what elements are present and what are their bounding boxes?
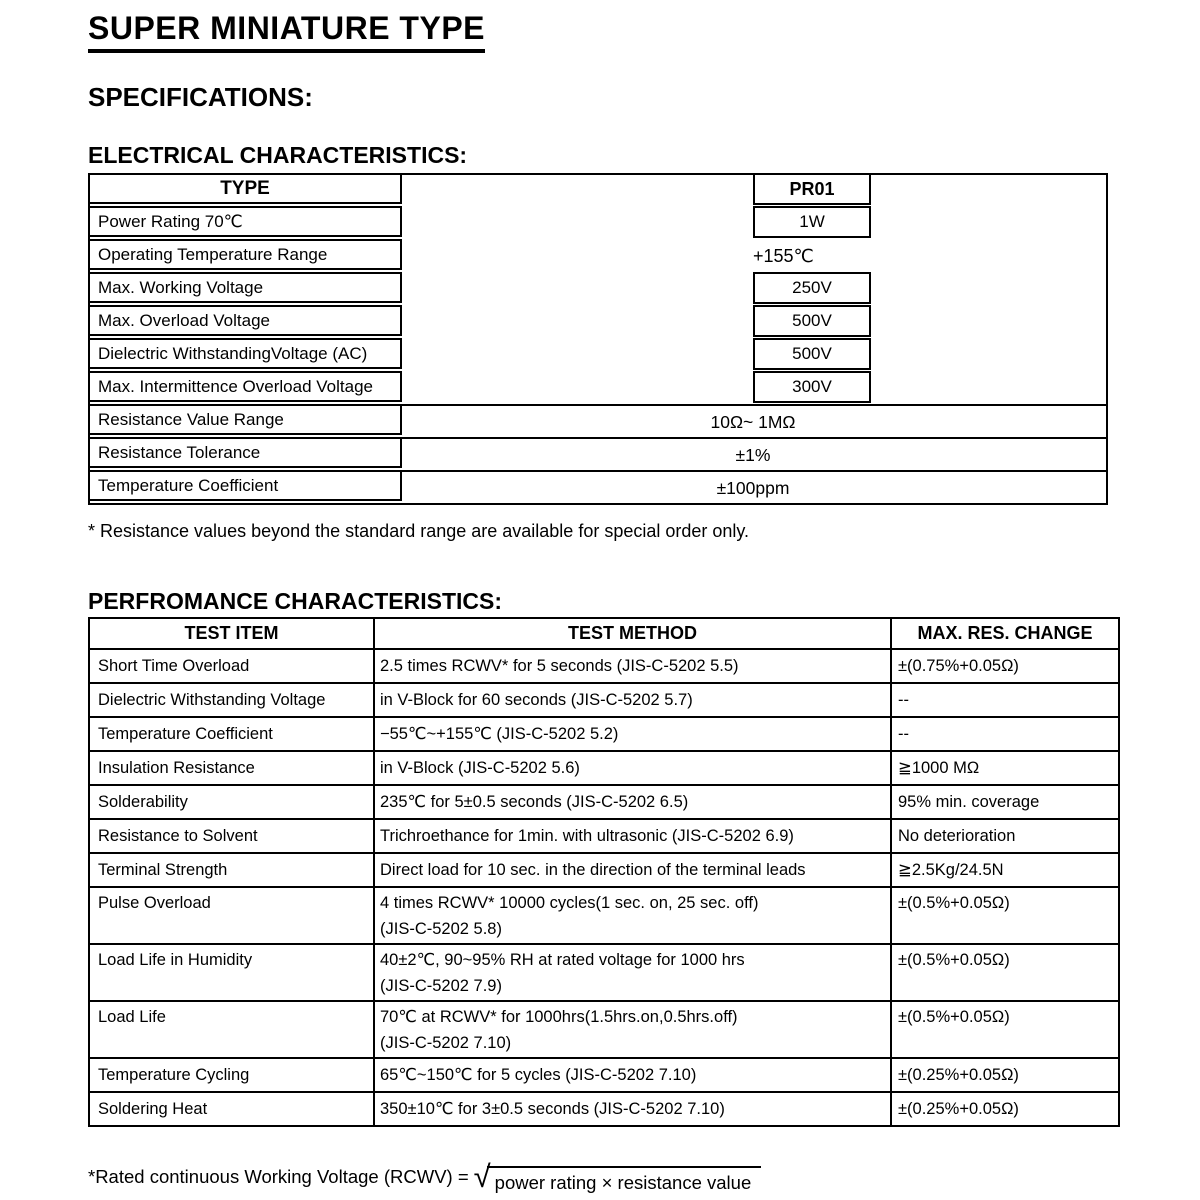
perf-item-cell: Load Life in Humidity (89, 944, 374, 1001)
table-row (89, 819, 1119, 853)
perf-change-cell: ±(0.5%+0.05Ω) (891, 887, 1119, 944)
elec-label-cell: Temperature Coefficient (88, 470, 402, 501)
perf-change-cell: 95% min. coverage (891, 785, 1119, 819)
elec-value-span: ±1% (735, 445, 771, 465)
perf-item-cell: Short Time Overload (89, 649, 374, 683)
perf-item-cell: Solderability (89, 785, 374, 819)
perf-item-cell: Temperature Cycling (89, 1058, 374, 1092)
formula-prefix: *Rated continuous Working Voltage (RCWV) = (88, 1166, 469, 1187)
col-header-test-item: TEST ITEM (89, 618, 374, 649)
perf-method-cell (374, 887, 891, 944)
perf-item-cell: Load Life (89, 1001, 374, 1058)
elec-value-span: 10Ω~ 1MΩ (710, 412, 796, 432)
electrical-characteristics-heading: ELECTRICAL CHARACTERISTICS: (88, 142, 468, 168)
elec-label-cell: Resistance Value Range (88, 404, 402, 435)
perf-method-cell: in V-Block for 60 seconds (JIS-C-5202 5.7) (374, 683, 891, 717)
elec-label-cell: Max. Overload Voltage (88, 305, 402, 336)
elec-value-free: +155℃ (753, 246, 814, 266)
elec-label-cell: Max. Intermittence Overload Voltage (88, 371, 402, 402)
perf-method-cell (374, 1001, 891, 1058)
col-header-test-method: TEST METHOD (374, 618, 891, 649)
perf-change-cell: -- (891, 717, 1119, 751)
table-row (89, 944, 1119, 1001)
rcwv-formula (88, 1159, 761, 1194)
elec-label-cell: Dielectric WithstandingVoltage (AC) (88, 338, 402, 369)
elec-label-cell: Resistance Tolerance (88, 437, 402, 468)
model-header-cell: PR01 (753, 173, 871, 205)
table-row (89, 785, 1119, 819)
square-root-symbol: √ (473, 1159, 491, 1194)
perf-change-cell: ±(0.5%+0.05Ω) (891, 1001, 1119, 1058)
perf-method-cell: 235℃ for 5±0.5 seconds (JIS-C-5202 6.5) (374, 785, 891, 819)
method-line: (JIS-C-5202 7.10) (380, 1034, 512, 1052)
perf-method-cell: Trichroethance for 1min. with ultrasonic (JIS-C-5202 6.9) (374, 819, 891, 853)
perf-method-cell: −55℃~+155℃ (JIS-C-5202 5.2) (374, 717, 891, 751)
table-row (89, 751, 1119, 785)
perf-change-cell: ±(0.25%+0.05Ω) (891, 1058, 1119, 1092)
formula-expression: power rating × resistance value (487, 1166, 762, 1194)
electrical-characteristics-table (88, 173, 1108, 505)
method-line: 40±2℃, 90~95% RH at rated voltage for 1000 hrs (380, 951, 745, 969)
table-row (89, 683, 1119, 717)
header-row (89, 618, 1119, 649)
perf-method-cell: in V-Block (JIS-C-5202 5.6) (374, 751, 891, 785)
table-row (89, 717, 1119, 751)
elec-value-span: ±100ppm (716, 478, 790, 498)
performance-characteristics-table (88, 617, 1120, 1127)
perf-method-cell (374, 944, 891, 1001)
method-line: 70℃ at RCWV* for 1000hrs(1.5hrs.on,0.5hrs.off) (380, 1008, 738, 1026)
perf-item-cell: Terminal Strength (89, 853, 374, 887)
perf-method-cell: Direct load for 10 sec. in the direction of the terminal leads (374, 853, 891, 887)
page-title: SUPER MINIATURE TYPE (88, 10, 485, 53)
elec-value-box: 250V (753, 272, 871, 304)
table-row (89, 853, 1119, 887)
elec-value-box: 500V (753, 338, 871, 370)
perf-change-cell: -- (891, 683, 1119, 717)
type-header-cell: TYPE (88, 173, 402, 204)
perf-change-cell: ±(0.75%+0.05Ω) (891, 649, 1119, 683)
table-row (89, 1058, 1119, 1092)
perf-method-cell: 2.5 times RCWV* for 5 seconds (JIS-C-5202 5.5) (374, 649, 891, 683)
elec-value-box: 300V (753, 371, 871, 403)
perf-item-cell: Resistance to Solvent (89, 819, 374, 853)
table-row (89, 887, 1119, 944)
electrical-note: * Resistance values beyond the standard range are available for special order only. (88, 521, 750, 541)
method-line: (JIS-C-5202 7.9) (380, 977, 502, 995)
specifications-heading: SPECIFICATIONS: (88, 82, 313, 112)
perf-method-cell: 65℃~150℃ for 5 cycles (JIS-C-5202 7.10) (374, 1058, 891, 1092)
perf-change-cell: ≧2.5Kg/24.5N (891, 853, 1119, 887)
perf-change-cell: ≧1000 MΩ (891, 751, 1119, 785)
perf-item-cell: Temperature Coefficient (89, 717, 374, 751)
performance-characteristics-heading: PERFROMANCE CHARACTERISTICS: (88, 588, 502, 614)
elec-label-cell: Max. Working Voltage (88, 272, 402, 303)
perf-item-cell: Pulse Overload (89, 887, 374, 944)
perf-item-cell: Dielectric Withstanding Voltage (89, 683, 374, 717)
perf-change-cell: No deterioration (891, 819, 1119, 853)
table-row (89, 649, 1119, 683)
perf-change-cell: ±(0.25%+0.05Ω) (891, 1092, 1119, 1126)
elec-label-cell: Power Rating 70℃ (88, 206, 402, 237)
elec-value-box: 1W (753, 206, 871, 238)
elec-value-box: 500V (753, 305, 871, 337)
perf-item-cell: Soldering Heat (89, 1092, 374, 1126)
col-header-max-res-change: MAX. RES. CHANGE (891, 618, 1119, 649)
perf-method-cell: 350±10℃ for 3±0.5 seconds (JIS-C-5202 7.10) (374, 1092, 891, 1126)
table-row (89, 1092, 1119, 1126)
perf-change-cell: ±(0.5%+0.05Ω) (891, 944, 1119, 1001)
method-line: 4 times RCWV* 10000 cycles(1 sec. on, 25 sec. off) (380, 894, 759, 912)
elec-label-cell: Operating Temperature Range (88, 239, 402, 270)
method-line: (JIS-C-5202 5.8) (380, 920, 502, 938)
table-row (89, 1001, 1119, 1058)
perf-item-cell: Insulation Resistance (89, 751, 374, 785)
